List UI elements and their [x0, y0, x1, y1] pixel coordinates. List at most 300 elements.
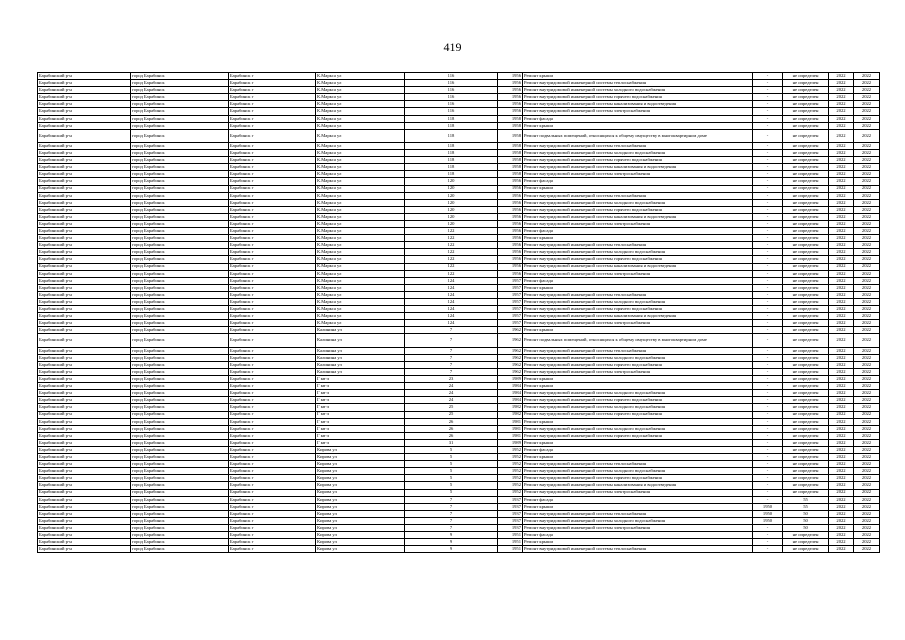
- table-cell: Барабинск г: [229, 164, 316, 171]
- table-cell: Барабинский р-н: [38, 446, 131, 453]
- table-row: [38, 327, 880, 334]
- table-cell: 2022: [854, 489, 880, 496]
- table-cell: К.Маркса ул: [316, 80, 405, 87]
- table-cell: Барабинск г: [229, 546, 316, 553]
- table-cell: Барабинский р-н: [38, 475, 131, 482]
- table-cell: 7: [405, 525, 498, 532]
- table-cell: 2022: [829, 213, 854, 220]
- table-cell: Барабинский р-н: [38, 327, 131, 334]
- table-cell: не определен: [783, 101, 829, 108]
- table-cell: Ремонт внутридомовой инженерной системы теплоснабжения: [523, 546, 753, 553]
- table-cell: -: [753, 199, 783, 206]
- table-cell: 2022: [829, 235, 854, 242]
- table-cell: Барабинский р-н: [38, 87, 131, 94]
- table-cell: 1958: [498, 115, 523, 122]
- table-cell: не определен: [783, 284, 829, 291]
- table-cell: 1962: [498, 368, 523, 375]
- table-cell: 2022: [829, 334, 854, 347]
- table-cell: 2022: [829, 510, 854, 517]
- table-cell: 50: [783, 525, 829, 532]
- table-row: [38, 306, 880, 313]
- table-cell: 2022: [829, 418, 854, 425]
- table-cell: 1956: [498, 256, 523, 263]
- table-cell: 2022: [829, 270, 854, 277]
- table-cell: 1950: [753, 510, 783, 517]
- table-cell: 1950: [753, 503, 783, 510]
- table-cell: Барабинский р-н: [38, 517, 131, 524]
- table-cell: город Барабинск: [131, 122, 229, 129]
- table-cell: 1937: [498, 496, 523, 503]
- table-cell: 2022: [829, 475, 854, 482]
- table-cell: -: [753, 73, 783, 80]
- table-cell: 120: [405, 220, 498, 227]
- table-cell: город Барабинск: [131, 334, 229, 347]
- table-cell: К.Маркса ул: [316, 249, 405, 256]
- table-cell: 2022: [854, 228, 880, 235]
- table-cell: К.Маркса ул: [316, 87, 405, 94]
- table-cell: не определен: [783, 299, 829, 306]
- table-cell: не определен: [783, 129, 829, 142]
- table-cell: 1957: [498, 299, 523, 306]
- table-cell: 2022: [854, 376, 880, 383]
- table-cell: -: [753, 320, 783, 327]
- table-cell: Кирова ул: [316, 525, 405, 532]
- table-cell: 2022: [829, 228, 854, 235]
- table-cell: 7: [405, 361, 498, 368]
- table-cell: 2022: [854, 468, 880, 475]
- table-cell: город Барабинск: [131, 263, 229, 270]
- table-cell: 1956: [498, 242, 523, 249]
- table-cell: Ремонт внутридомовой инженерной системы теплоснабжения: [523, 80, 753, 87]
- table-cell: 1984: [498, 383, 523, 390]
- table-cell: не определен: [783, 354, 829, 361]
- table-cell: 116: [405, 80, 498, 87]
- table-cell: Ремонт внутридомовой инженерной системы горячего водоснабжения: [523, 157, 753, 164]
- table-row: [38, 432, 880, 439]
- table-cell: 124: [405, 284, 498, 291]
- table-cell: Барабинский р-н: [38, 142, 131, 149]
- table-cell: Барабинский р-н: [38, 192, 131, 199]
- table-cell: не определен: [783, 390, 829, 397]
- table-cell: Барабинский р-н: [38, 418, 131, 425]
- table-cell: 2022: [854, 157, 880, 164]
- table-cell: -: [753, 108, 783, 115]
- table-cell: Барабинский р-н: [38, 171, 131, 178]
- table-cell: Барабинский р-н: [38, 256, 131, 263]
- table-cell: 5: [405, 489, 498, 496]
- table-cell: 2022: [829, 220, 854, 227]
- table-cell: Кирова ул: [316, 468, 405, 475]
- table-cell: 2022: [829, 249, 854, 256]
- table-cell: не определен: [783, 368, 829, 375]
- table-cell: Барабинск г: [229, 270, 316, 277]
- table-cell: 2022: [829, 446, 854, 453]
- table-cell: 2022: [829, 73, 854, 80]
- table-cell: город Барабинск: [131, 94, 229, 101]
- table-row: [38, 171, 880, 178]
- table-cell: 122: [405, 249, 498, 256]
- table-cell: 2022: [829, 546, 854, 553]
- table-cell: 122: [405, 256, 498, 263]
- table-cell: Ремонт крыши: [523, 539, 753, 546]
- table-cell: 2022: [829, 122, 854, 129]
- table-row: [38, 249, 880, 256]
- table-cell: Ремонт крыши: [523, 418, 753, 425]
- table-cell: Барабинск г: [229, 334, 316, 347]
- table-cell: не определен: [783, 334, 829, 347]
- table-cell: город Барабинск: [131, 142, 229, 149]
- table-cell: город Барабинск: [131, 206, 229, 213]
- table-cell: город Барабинск: [131, 496, 229, 503]
- table-row: [38, 539, 880, 546]
- table-cell: не определен: [783, 404, 829, 411]
- table-cell: 2022: [829, 532, 854, 539]
- table-cell: К.Маркса ул: [316, 306, 405, 313]
- table-cell: Ремонт внутридомовой инженерной системы холодного водоснабжения: [523, 87, 753, 94]
- table-cell: Калинина ул: [316, 368, 405, 375]
- table-cell: Барабинск г: [229, 397, 316, 404]
- table-cell: город Барабинск: [131, 87, 229, 94]
- table-cell: -: [753, 397, 783, 404]
- table-cell: -: [753, 306, 783, 313]
- table-cell: не определен: [783, 242, 829, 249]
- table-row: [38, 256, 880, 263]
- table-cell: Барабинск г: [229, 115, 316, 122]
- table-cell: Барабинск г: [229, 87, 316, 94]
- table-cell: Барабинский р-н: [38, 510, 131, 517]
- table-cell: Барабинский р-н: [38, 80, 131, 87]
- table-cell: Барабинск г: [229, 432, 316, 439]
- table-row: [38, 284, 880, 291]
- table-cell: 5: [405, 461, 498, 468]
- table-cell: 1952: [498, 475, 523, 482]
- table-cell: 2022: [854, 475, 880, 482]
- table-cell: город Барабинск: [131, 461, 229, 468]
- table-cell: 2022: [829, 142, 854, 149]
- table-cell: К.Маркса ул: [316, 270, 405, 277]
- table-cell: Кирова ул: [316, 489, 405, 496]
- table-cell: Барабинский р-н: [38, 299, 131, 306]
- table-cell: Барабинск г: [229, 80, 316, 87]
- table-cell: не определен: [783, 482, 829, 489]
- table-cell: город Барабинск: [131, 192, 229, 199]
- table-cell: Ремонт внутридомовой инженерной системы канализования и водоотведения: [523, 482, 753, 489]
- table-cell: 2022: [829, 256, 854, 263]
- table-row: [38, 347, 880, 354]
- table-cell: 2022: [829, 411, 854, 418]
- table-cell: 2022: [829, 482, 854, 489]
- table-cell: Барабинск г: [229, 206, 316, 213]
- table-cell: город Барабинск: [131, 157, 229, 164]
- table-cell: -: [753, 383, 783, 390]
- table-cell: 2022: [854, 503, 880, 510]
- table-cell: -: [753, 291, 783, 298]
- table-cell: 1957: [498, 320, 523, 327]
- table-cell: Барабинск г: [229, 539, 316, 546]
- table-cell: Г кв-л: [316, 397, 405, 404]
- table-cell: город Барабинск: [131, 277, 229, 284]
- table-cell: Кирова ул: [316, 546, 405, 553]
- table-cell: город Барабинск: [131, 150, 229, 157]
- table-cell: Барабинский р-н: [38, 101, 131, 108]
- table-cell: город Барабинск: [131, 313, 229, 320]
- table-cell: Ремонт внутридомовой инженерной системы канализования и водоотведения: [523, 101, 753, 108]
- table-cell: Барабинск г: [229, 327, 316, 334]
- table-cell: Ремонт внутридомовой инженерной системы горячего водоснабжения: [523, 411, 753, 418]
- table-cell: Барабинск г: [229, 228, 316, 235]
- table-cell: 1937: [498, 503, 523, 510]
- table-cell: 1984: [498, 390, 523, 397]
- table-cell: Ремонт крыши: [523, 383, 753, 390]
- table-cell: 2022: [854, 418, 880, 425]
- table-cell: -: [753, 101, 783, 108]
- table-cell: Г кв-л: [316, 432, 405, 439]
- table-cell: -: [753, 263, 783, 270]
- table-cell: 1958: [498, 171, 523, 178]
- table-row: [38, 299, 880, 306]
- table-cell: Барабинск г: [229, 503, 316, 510]
- table-row: [38, 291, 880, 298]
- table-cell: 118: [405, 157, 498, 164]
- table-cell: не определен: [783, 347, 829, 354]
- table-cell: 2022: [854, 411, 880, 418]
- table-row: [38, 129, 880, 142]
- table-cell: Барабинск г: [229, 525, 316, 532]
- table-cell: 2022: [854, 299, 880, 306]
- table-cell: не определен: [783, 87, 829, 94]
- table-cell: Барабинский р-н: [38, 461, 131, 468]
- table-cell: Барабинск г: [229, 299, 316, 306]
- table-cell: Барабинск г: [229, 354, 316, 361]
- table-cell: город Барабинск: [131, 327, 229, 334]
- table-cell: 2022: [854, 532, 880, 539]
- table-cell: город Барабинск: [131, 108, 229, 115]
- table-cell: Ремонт подвальных помещений, относящихся к общему имуществу в многоквартирном доме: [523, 334, 753, 347]
- table-cell: Барабинск г: [229, 411, 316, 418]
- table-cell: 1956: [498, 220, 523, 227]
- table-cell: 2022: [854, 277, 880, 284]
- table-cell: Ремонт фасада: [523, 532, 753, 539]
- table-row: [38, 496, 880, 503]
- table-cell: 2022: [829, 192, 854, 199]
- table-cell: 2022: [854, 368, 880, 375]
- table-cell: 24: [405, 390, 498, 397]
- table-cell: 2022: [854, 361, 880, 368]
- table-cell: Ремонт крыши: [523, 376, 753, 383]
- table-cell: 118: [405, 122, 498, 129]
- table-cell: город Барабинск: [131, 73, 229, 80]
- table-cell: К.Маркса ул: [316, 199, 405, 206]
- table-cell: Барабинский р-н: [38, 376, 131, 383]
- table-cell: не определен: [783, 468, 829, 475]
- table-cell: 2022: [854, 164, 880, 171]
- table-cell: Г кв-л: [316, 390, 405, 397]
- table-cell: 2022: [854, 108, 880, 115]
- table-cell: 2022: [854, 313, 880, 320]
- table-cell: Ремонт внутридомовой инженерной системы электроснабжения: [523, 525, 753, 532]
- table-cell: -: [753, 242, 783, 249]
- table-cell: Барабинск г: [229, 277, 316, 284]
- table-cell: 1958: [498, 164, 523, 171]
- table-cell: -: [753, 496, 783, 503]
- table-cell: -: [753, 390, 783, 397]
- table-cell: 55: [783, 496, 829, 503]
- table-cell: Барабинский р-н: [38, 439, 131, 446]
- table-cell: Ремонт внутридомовой инженерной системы канализования и водоотведения: [523, 213, 753, 220]
- table-cell: -: [753, 220, 783, 227]
- table-cell: 1956: [498, 73, 523, 80]
- table-cell: Ремонт внутридомовой инженерной системы холодного водоснабжения: [523, 150, 753, 157]
- table-cell: не определен: [783, 220, 829, 227]
- table-cell: 2022: [829, 368, 854, 375]
- table-cell: 2022: [854, 87, 880, 94]
- table-cell: Барабинский р-н: [38, 525, 131, 532]
- table-cell: Барабинский р-н: [38, 432, 131, 439]
- table-cell: не определен: [783, 432, 829, 439]
- table-cell: 116: [405, 94, 498, 101]
- table-cell: не определен: [783, 115, 829, 122]
- table-cell: 120: [405, 192, 498, 199]
- table-cell: -: [753, 142, 783, 149]
- table-cell: Кирова ул: [316, 475, 405, 482]
- table-cell: -: [753, 425, 783, 432]
- table-cell: город Барабинск: [131, 404, 229, 411]
- table-cell: 2022: [829, 432, 854, 439]
- table-row: [38, 525, 880, 532]
- table-cell: 2022: [854, 171, 880, 178]
- table-cell: Калинина ул: [316, 347, 405, 354]
- table-cell: К.Маркса ул: [316, 242, 405, 249]
- table-cell: 2022: [854, 334, 880, 347]
- table-cell: 2022: [829, 94, 854, 101]
- table-cell: 116: [405, 108, 498, 115]
- table-cell: 2022: [854, 249, 880, 256]
- table-row: [38, 418, 880, 425]
- table-cell: Ремонт внутридомовой инженерной системы холодного водоснабжения: [523, 468, 753, 475]
- table-cell: 1962: [498, 327, 523, 334]
- table-cell: Барабинск г: [229, 129, 316, 142]
- table-cell: Кирова ул: [316, 446, 405, 453]
- table-cell: 25: [405, 411, 498, 418]
- table-body: [38, 73, 880, 553]
- table-cell: город Барабинск: [131, 539, 229, 546]
- table-cell: 1956: [498, 80, 523, 87]
- table-cell: город Барабинск: [131, 228, 229, 235]
- table-cell: 124: [405, 306, 498, 313]
- table-cell: Барабинский р-н: [38, 157, 131, 164]
- table-cell: -: [753, 115, 783, 122]
- table-cell: Барабинск г: [229, 482, 316, 489]
- table-cell: Ремонт внутридомовой инженерной системы электроснабжения: [523, 368, 753, 375]
- table-cell: Ремонт внутридомовой инженерной системы холодного водоснабжения: [523, 249, 753, 256]
- table-cell: Барабинск г: [229, 510, 316, 517]
- table-cell: Г кв-л: [316, 439, 405, 446]
- table-cell: не определен: [783, 249, 829, 256]
- table-cell: -: [753, 284, 783, 291]
- table-cell: К.Маркса ул: [316, 220, 405, 227]
- table-row: [38, 532, 880, 539]
- table-cell: 2022: [829, 80, 854, 87]
- table-cell: 1952: [498, 461, 523, 468]
- table-cell: 1981: [498, 425, 523, 432]
- table-cell: 1982: [498, 404, 523, 411]
- table-cell: не определен: [783, 313, 829, 320]
- table-cell: 1962: [498, 354, 523, 361]
- table-cell: не определен: [783, 108, 829, 115]
- table-cell: город Барабинск: [131, 517, 229, 524]
- table-cell: Барабинск г: [229, 425, 316, 432]
- table-cell: не определен: [783, 361, 829, 368]
- table-cell: -: [753, 122, 783, 129]
- table-cell: город Барабинск: [131, 164, 229, 171]
- table-cell: Барабинск г: [229, 242, 316, 249]
- table-cell: город Барабинск: [131, 397, 229, 404]
- table-cell: 2022: [854, 256, 880, 263]
- table-cell: 2022: [829, 489, 854, 496]
- table-cell: Барабинский р-н: [38, 228, 131, 235]
- table-cell: Барабинск г: [229, 256, 316, 263]
- table-cell: 1957: [498, 313, 523, 320]
- table-cell: 5: [405, 446, 498, 453]
- table-cell: Барабинск г: [229, 178, 316, 185]
- table-cell: город Барабинск: [131, 291, 229, 298]
- table-cell: 1956: [498, 263, 523, 270]
- table-cell: 25: [405, 404, 498, 411]
- table-cell: Ремонт внутридомовой инженерной системы канализования и водоотведения: [523, 263, 753, 270]
- table-cell: 120: [405, 185, 498, 192]
- table-cell: 124: [405, 277, 498, 284]
- table-cell: -: [753, 256, 783, 263]
- table-cell: 1952: [498, 446, 523, 453]
- table-cell: -: [753, 482, 783, 489]
- table-cell: Ремонт фасада: [523, 115, 753, 122]
- repair-schedule-table: [37, 72, 880, 553]
- table-cell: 1951: [498, 539, 523, 546]
- table-cell: Ремонт внутридомовой инженерной системы теплоснабжения: [523, 142, 753, 149]
- table-cell: -: [753, 87, 783, 94]
- table-cell: 24: [405, 397, 498, 404]
- table-cell: не определен: [783, 539, 829, 546]
- table-cell: 2022: [854, 220, 880, 227]
- table-cell: 2022: [854, 178, 880, 185]
- table-cell: Барабинский р-н: [38, 334, 131, 347]
- table-cell: Барабинский р-н: [38, 263, 131, 270]
- table-cell: -: [753, 468, 783, 475]
- table-cell: 1952: [498, 454, 523, 461]
- table-cell: Барабинский р-н: [38, 532, 131, 539]
- table-cell: -: [753, 418, 783, 425]
- table-cell: город Барабинск: [131, 220, 229, 227]
- table-cell: Ремонт внутридомовой инженерной системы теплоснабжения: [523, 347, 753, 354]
- table-row: [38, 320, 880, 327]
- table-cell: Ремонт внутридомовой инженерной системы электроснабжения: [523, 320, 753, 327]
- table-cell: 1984: [498, 397, 523, 404]
- table-cell: 1958: [498, 129, 523, 142]
- table-cell: К.Маркса ул: [316, 206, 405, 213]
- table-cell: 2022: [829, 461, 854, 468]
- table-cell: Барабинский р-н: [38, 115, 131, 122]
- table-cell: Ремонт внутридомовой инженерной системы горячего водоснабжения: [523, 256, 753, 263]
- table-cell: Барабинск г: [229, 94, 316, 101]
- table-cell: 2022: [854, 199, 880, 206]
- table-cell: -: [753, 206, 783, 213]
- table-row: [38, 206, 880, 213]
- table-cell: Барабинск г: [229, 108, 316, 115]
- table-row: [38, 73, 880, 80]
- table-cell: 118: [405, 115, 498, 122]
- table-cell: -: [753, 454, 783, 461]
- table-cell: -: [753, 313, 783, 320]
